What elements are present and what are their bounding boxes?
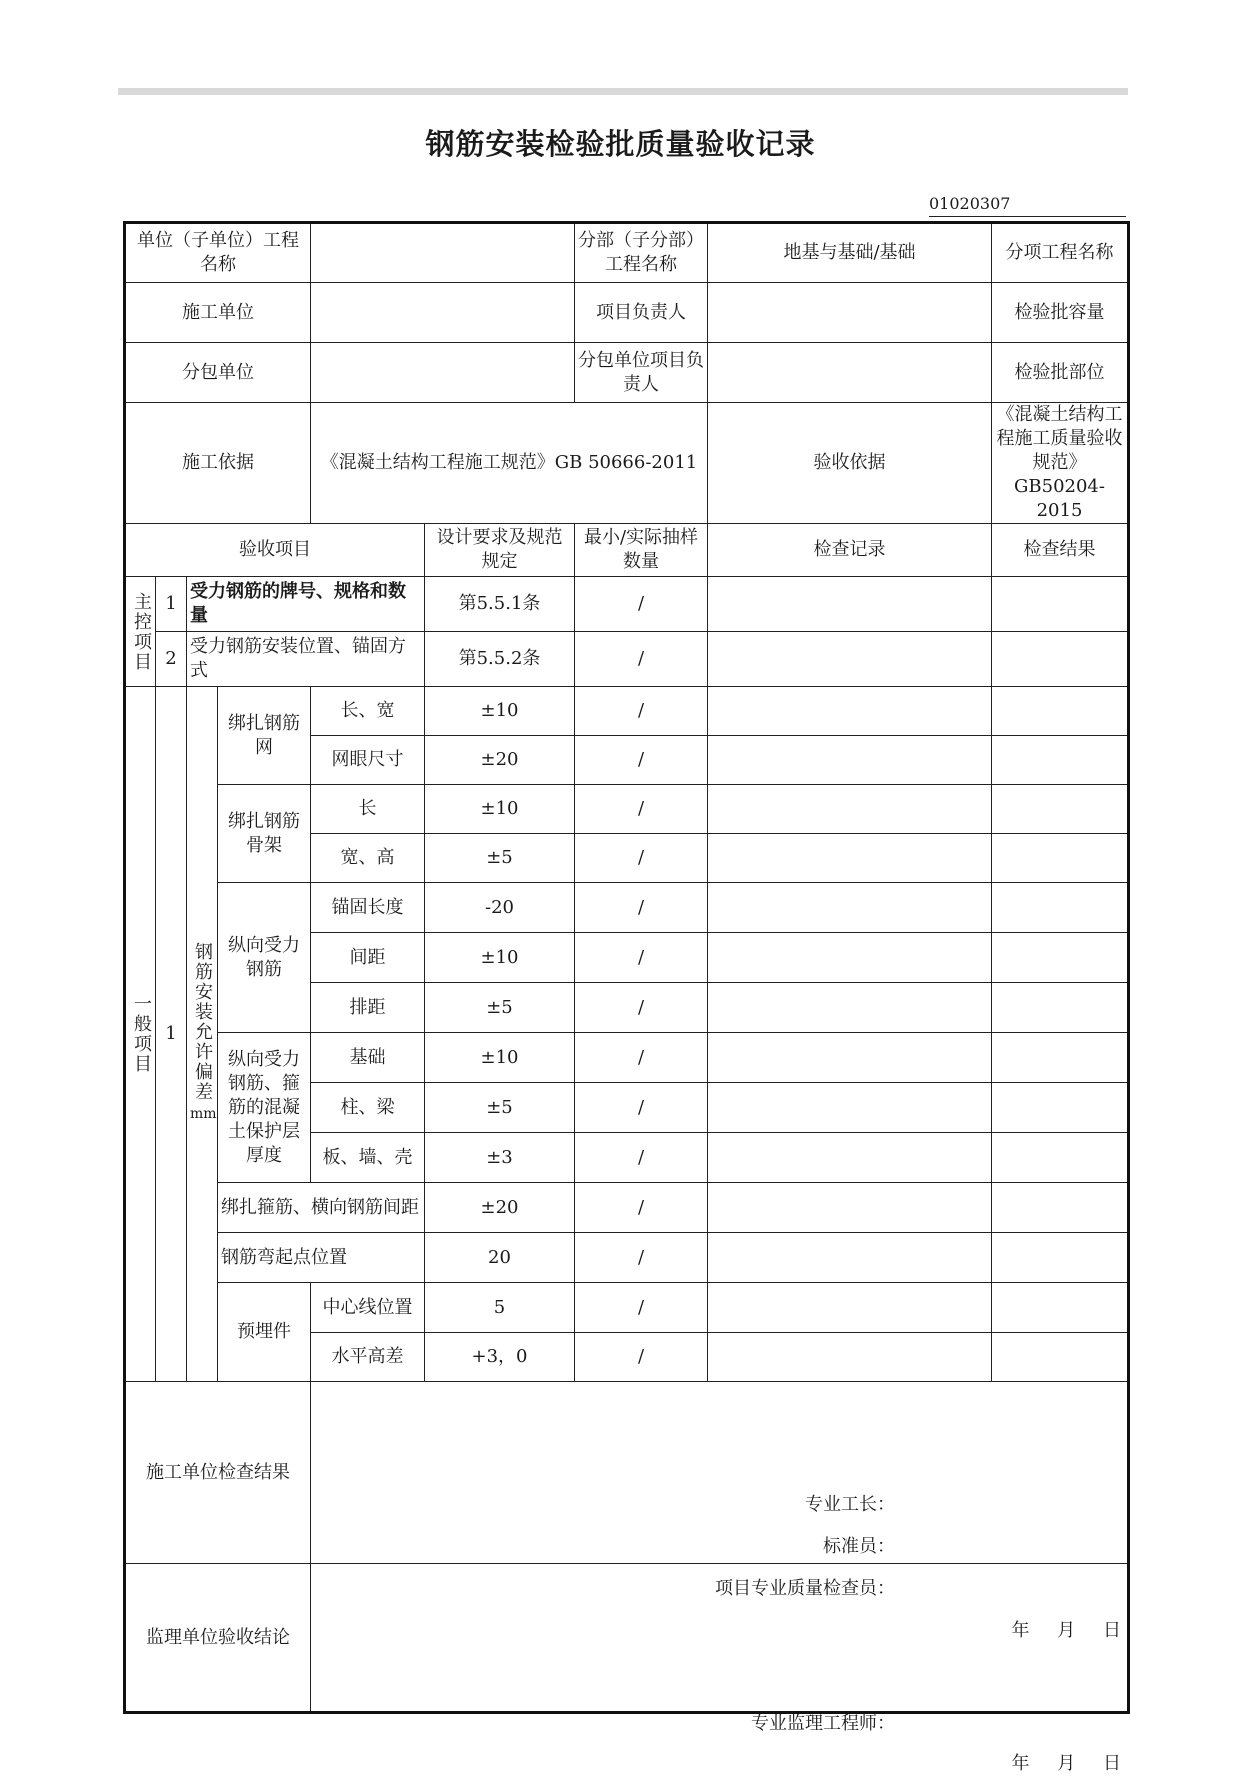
group-skeleton: 绑扎钢筋骨架 [218, 785, 311, 883]
batch-capacity-label: 检验批容量 [992, 283, 1129, 343]
construction-check-label: 施工单位检查结果 [125, 1382, 311, 1564]
general-row-sample[interactable]: / [575, 785, 708, 834]
general-row-sample[interactable]: / [575, 834, 708, 883]
general-row-sample[interactable]: / [575, 1133, 708, 1183]
main-row-spec: 第5.5.1条 [425, 577, 575, 632]
general-row-spec: 20 [425, 1233, 575, 1283]
general-row-sample[interactable]: / [575, 1033, 708, 1083]
general-row-record[interactable] [708, 1233, 992, 1283]
general-row-sample[interactable]: / [575, 1183, 708, 1233]
form-code: 01020307 [929, 194, 1011, 213]
general-row-sample[interactable]: / [575, 1083, 708, 1133]
general-row-spec: ±5 [425, 834, 575, 883]
general-row-item: 排距 [311, 983, 425, 1033]
general-row-record[interactable] [708, 1133, 992, 1183]
subcontractor-label: 分包单位 [125, 343, 311, 403]
foreman-label: 专业工长： [805, 1493, 895, 1515]
supervision-date: 年 月 日 [1011, 1752, 1121, 1774]
page-title: 钢筋安装检验批质量验收记录 [425, 127, 816, 161]
sub-manager-label: 分包单位项目负责人 [575, 343, 708, 403]
construction-date: 年 月 日 [1011, 1619, 1121, 1641]
general-row-spec: ±5 [425, 983, 575, 1033]
main-row-sample[interactable]: / [575, 632, 708, 687]
general-row-record[interactable] [708, 687, 992, 736]
main-row-item: 受力钢筋安装位置、锚固方式 [187, 632, 425, 687]
general-row-sample[interactable]: / [575, 687, 708, 736]
sub-project-value[interactable]: 地基与基础/基础 [708, 223, 992, 283]
general-row-record[interactable] [708, 736, 992, 785]
group-mesh: 绑扎钢筋网 [218, 687, 311, 785]
sub-manager-value[interactable] [708, 343, 992, 403]
unit-project-label: 单位（子单位）工程名称 [125, 223, 311, 283]
acceptance-basis-label: 验收依据 [708, 403, 992, 524]
general-row-spec: ±5 [425, 1083, 575, 1133]
general-row-result[interactable] [992, 1333, 1129, 1382]
col-header-record: 检查记录 [708, 524, 992, 577]
general-row-spec: 5 [425, 1283, 575, 1333]
project-manager-label: 项目负责人 [575, 283, 708, 343]
inspection-form-table [123, 221, 1130, 1774]
col-header-result: 检查结果 [992, 524, 1129, 577]
general-row-result[interactable] [992, 1283, 1129, 1333]
col-header-item: 验收项目 [125, 524, 425, 577]
general-row-result[interactable] [992, 933, 1129, 983]
general-label: 一般项目 [125, 687, 156, 1382]
general-row-spec: -20 [425, 883, 575, 933]
batch-location-label: 检验批部位 [992, 343, 1129, 403]
general-row-item: 水平高差 [311, 1333, 425, 1382]
general-no: 1 [156, 687, 187, 1382]
general-row-record[interactable] [708, 1283, 992, 1333]
sub-project-label: 分部（子分部）工程名称 [575, 223, 708, 283]
general-row-result[interactable] [992, 1083, 1129, 1133]
general-row-result[interactable] [992, 1133, 1129, 1183]
main-row-spec: 第5.5.2条 [425, 632, 575, 687]
general-row-sample[interactable]: / [575, 1233, 708, 1283]
unit-project-value[interactable] [311, 223, 575, 283]
col-header-sample: 最小/实际抽样数量 [575, 524, 708, 577]
general-row-spec: ±10 [425, 687, 575, 736]
general-row-record[interactable] [708, 933, 992, 983]
general-row-record[interactable] [708, 1033, 992, 1083]
group-longitudinal: 纵向受力钢筋 [218, 883, 311, 1033]
general-row-item: 柱、梁 [311, 1083, 425, 1133]
general-row-sample[interactable]: / [575, 883, 708, 933]
general-row-spec: ±20 [425, 736, 575, 785]
general-row-spec: ±3 [425, 1133, 575, 1183]
general-row-spec: ±10 [425, 1033, 575, 1083]
construction-basis-label: 施工依据 [125, 403, 311, 524]
general-row-record[interactable] [708, 883, 992, 933]
group-cover: 纵向受力钢筋、箍筋的混凝土保护层厚度 [218, 1033, 311, 1183]
col-header-design: 设计要求及规范规定 [425, 524, 575, 577]
general-row-result[interactable] [992, 1033, 1129, 1083]
general-row-sample[interactable]: / [575, 736, 708, 785]
top-divider-bar [118, 88, 1128, 95]
supervising-engineer-label: 专业监理工程师： [751, 1712, 895, 1734]
general-row-sample[interactable]: / [575, 983, 708, 1033]
group-embedded: 预埋件 [218, 1283, 311, 1382]
general-row-item: 间距 [311, 933, 425, 983]
subcontractor-value[interactable] [311, 343, 575, 403]
main-row-result[interactable] [992, 577, 1129, 632]
acceptance-basis-value: 《混凝土结构工程施工质量验收规范》GB50204-2015 [992, 403, 1129, 524]
general-row-result[interactable] [992, 736, 1129, 785]
general-row-spec: ±10 [425, 785, 575, 834]
general-row-item: 基础 [311, 1033, 425, 1083]
general-row-result[interactable] [992, 785, 1129, 834]
general-row-sample[interactable]: / [575, 933, 708, 983]
general-row-item: 中心线位置 [311, 1283, 425, 1333]
constructor-value[interactable] [311, 283, 575, 343]
project-manager-value[interactable] [708, 283, 992, 343]
general-row-item: 长、宽 [311, 687, 425, 736]
general-row-record[interactable] [708, 1333, 992, 1382]
general-row-item: 长 [311, 785, 425, 834]
general-row-result[interactable] [992, 687, 1129, 736]
constructor-label: 施工单位 [125, 283, 311, 343]
deviation-label: 钢筋安装允许偏差 mm [187, 687, 218, 1382]
main-row-no: 1 [156, 577, 187, 632]
general-row-result[interactable] [992, 883, 1129, 933]
standard-officer-label: 标准员： [823, 1535, 895, 1557]
main-row-sample[interactable]: / [575, 577, 708, 632]
general-row-spec: ±10 [425, 933, 575, 983]
general-row-item: 锚固长度 [311, 883, 425, 933]
general-row-item: 网眼尺寸 [311, 736, 425, 785]
general-row-record[interactable] [708, 834, 992, 883]
general-row-result[interactable] [992, 1233, 1129, 1283]
main-row-record[interactable] [708, 632, 992, 687]
construction-basis-value: 《混凝土结构工程施工规范》GB 50666-2011 [311, 403, 708, 524]
general-row-item: 钢筋弯起点位置 [218, 1233, 425, 1283]
general-row-record[interactable] [708, 983, 992, 1033]
main-row-no: 2 [156, 632, 187, 687]
main-row-item: 受力钢筋的牌号、规格和数量 [187, 577, 425, 632]
item-project-label: 分项工程名称 [992, 223, 1129, 283]
main-row-record[interactable] [708, 577, 992, 632]
general-row-record[interactable] [708, 1183, 992, 1233]
form-code-field [929, 194, 1126, 217]
general-row-spec: ±20 [425, 1183, 575, 1233]
general-row-record[interactable] [708, 785, 992, 834]
main-row-result[interactable] [992, 632, 1129, 687]
general-row-sample[interactable]: / [575, 1333, 708, 1382]
general-row-record[interactable] [708, 1083, 992, 1133]
main-control-label: 主控项目 [125, 577, 156, 687]
quality-inspector-label: 项目专业质量检查员： [715, 1577, 895, 1599]
general-row-sample[interactable]: / [575, 1283, 708, 1333]
general-row-result[interactable] [992, 834, 1129, 883]
general-row-item: 板、墙、壳 [311, 1133, 425, 1183]
general-row-spec: +3，0 [425, 1333, 575, 1382]
supervision-check-label: 监理单位验收结论 [125, 1564, 311, 1713]
general-row-item: 宽、高 [311, 834, 425, 883]
deviation-unit: mm [190, 1106, 217, 1122]
construction-check-area[interactable] [311, 1382, 1129, 1641]
general-row-result[interactable] [992, 983, 1129, 1033]
general-row-result[interactable] [992, 1183, 1129, 1233]
general-row-item: 绑扎箍筋、横向钢筋间距 [218, 1183, 425, 1233]
